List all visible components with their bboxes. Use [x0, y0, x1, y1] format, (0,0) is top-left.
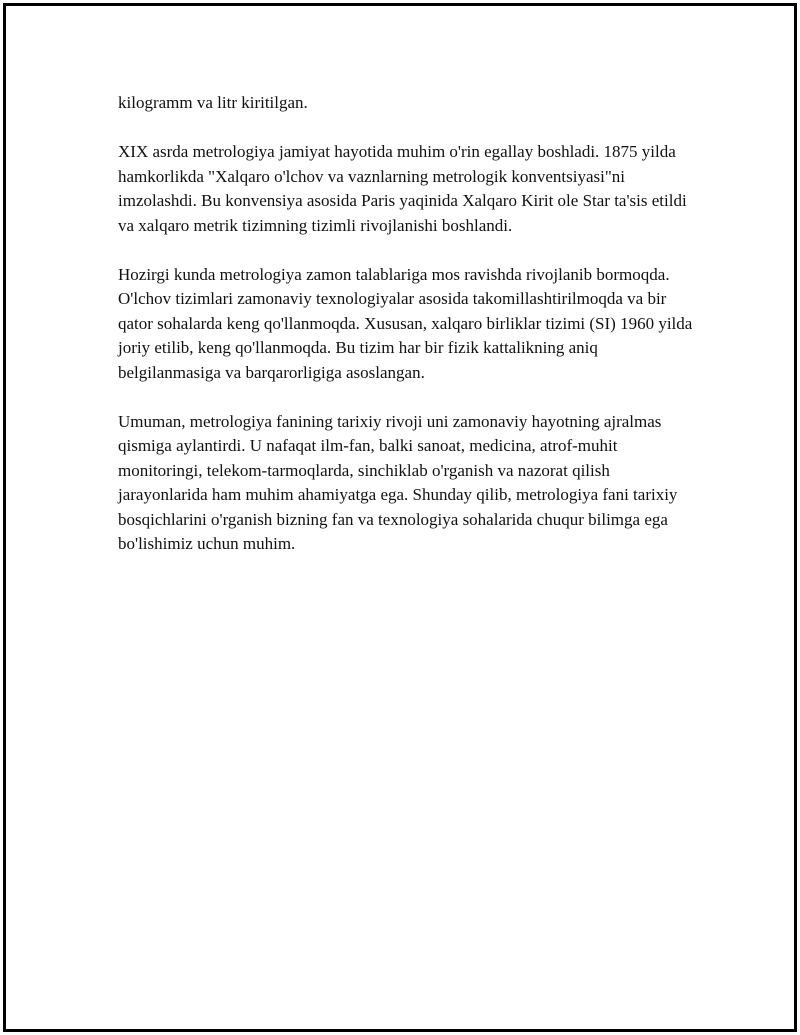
paragraph-1: kilogramm va litr kiritilgan.	[118, 93, 308, 112]
document-body	[118, 91, 698, 581]
paragraph-3: Hozirgi kunda metrologiya zamon talablariga mos ravishda rivojlanib bormoqda. O'lchov tizimlari zamonaviy texnologiyalar asosida takomillashtirilmoqda va bir qator sohalarda keng qo'llanmoqda. Xususan, xalqaro birliklar tizimi (SI) 1960 yilda joriy etilib, keng qo'llanmoqda. Bu tizim har bir fizik kattalikning aniq belgilanmasiga va barqarorligiga asoslangan.	[118, 264, 693, 382]
paragraph-2: XIX asrda metrologiya jamiyat hayotida muhim o'rin egallay boshladi. 1875 yilda hamkorlikda "Xalqaro o'lchov va vaznlarning metrologik konventsiyasi"ni imzolashdi. Bu konvensiya asosida Paris yaqinida Xalqaro Kirit ole Star ta'sis etildi va xalqaro metrik tizimning tizimli rivojlanishi boshlandi.	[118, 142, 687, 235]
paragraph-4: Umuman, metrologiya fanining tarixiy rivoji uni zamonaviy hayotning ajralmas qismiga aylantirdi. U nafaqat ilm-fan, balki sanoat, medicina, atrof-muhit monitoringi, telekom-tarmoqlarda, sinchiklab o'rganish va nazorat qilish jarayonlarida ham muhim ahamiyatga ega. Shunday qilib, metrologiya fani tarixiy bosqichlarini o'rganish bizning fan va texnologiya sohalarida chuqur bilimga ega bo'lishimiz uchun muhim.	[118, 411, 678, 553]
